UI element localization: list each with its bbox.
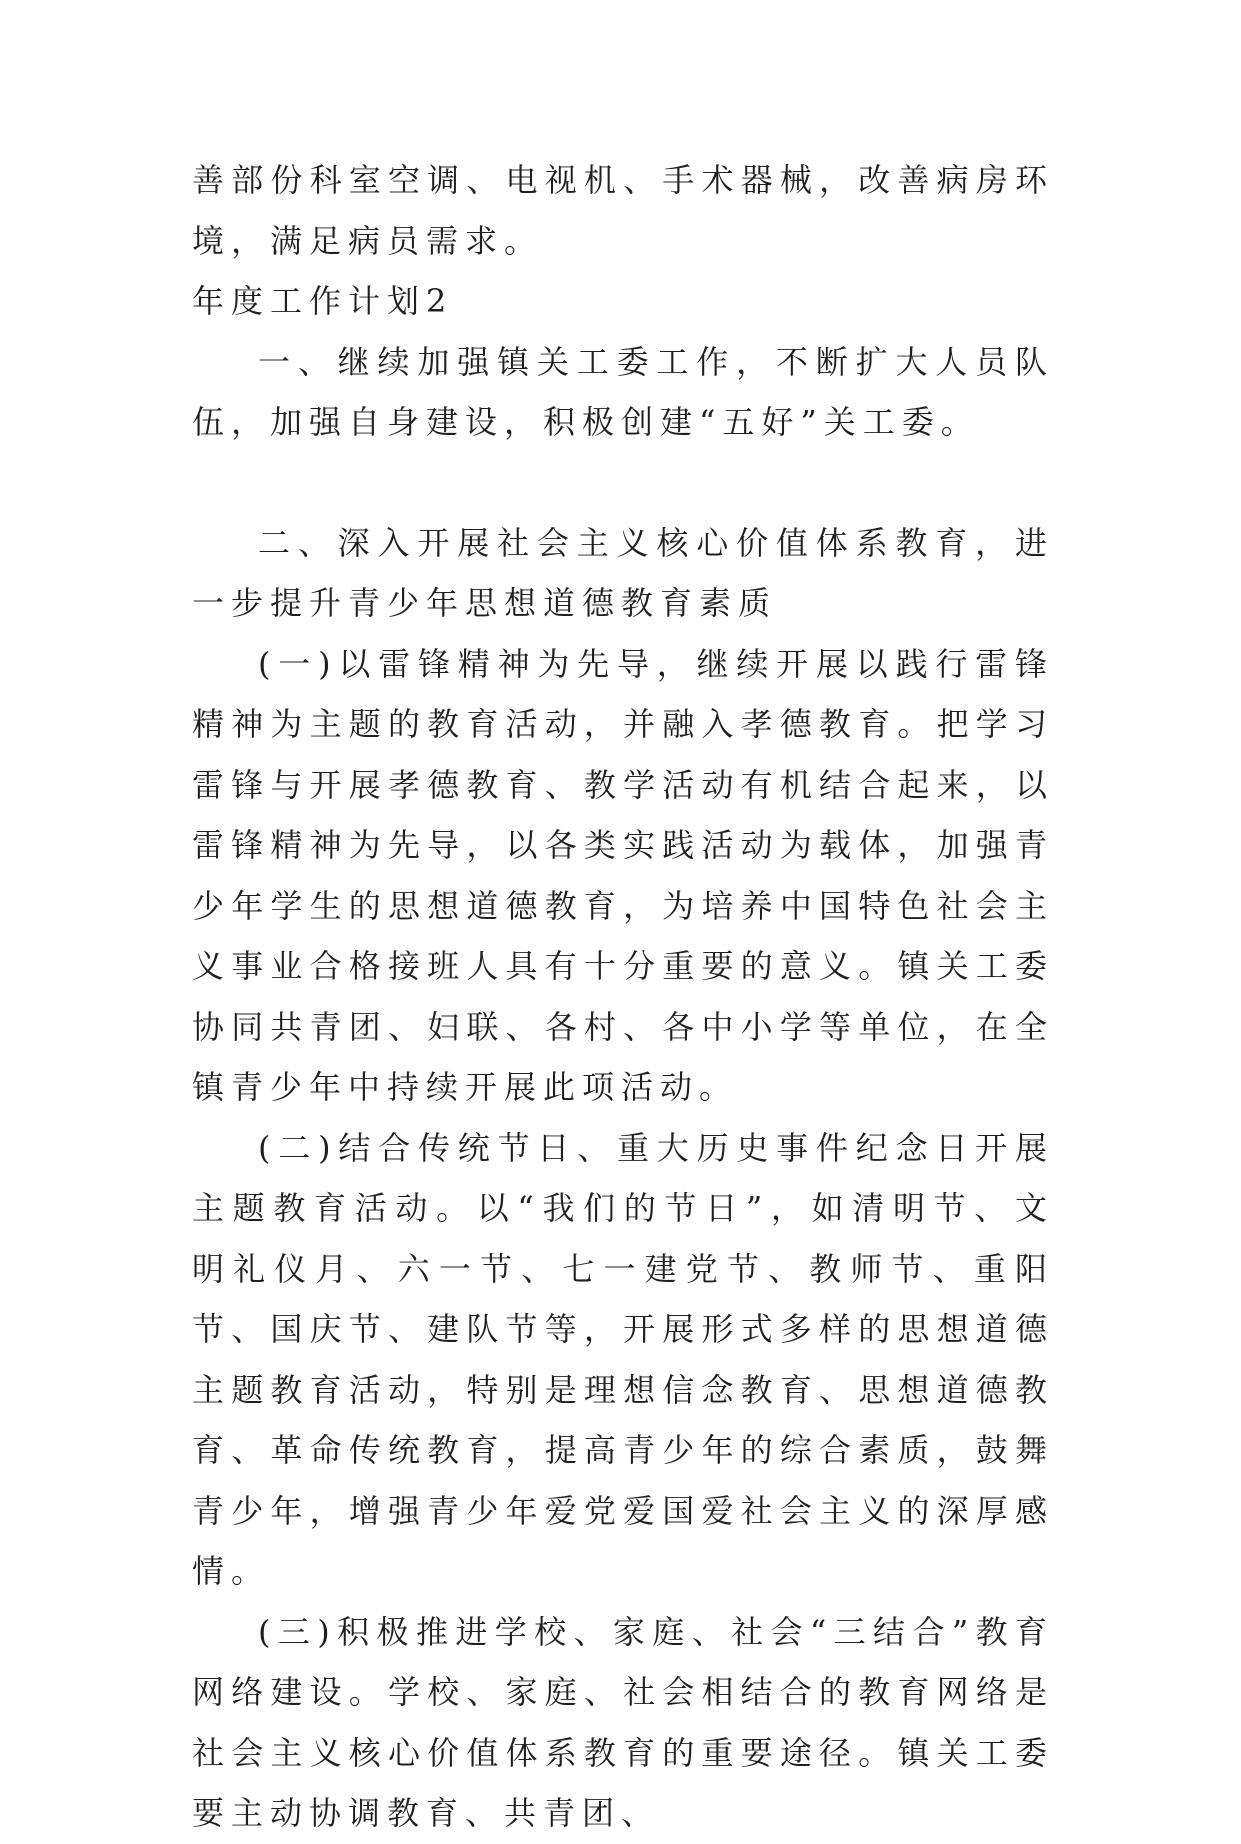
paragraph-subitem-three: (三)积极推进学校、家庭、社会“三结合”教育网络建设。学校、家庭、社会相结合的教育网络是社会主义核心价值体系教育的重要途径。镇关工委要主动协调教育、共青团、 [192,1612,1054,1832]
paragraph-subitem-two: (二)结合传统节日、重大历史事件纪念日开展主题教育活动。以“我们的节日”，如清明节、文明礼仪月、六一节、七一建党节、教师节、重阳节、国庆节、建队节等，开展形式多样的思想道德主题教育活动，特别是理想信念教育、思想道德教育、革命传统教育，提高青少年的综合素质，鼓舞青少年，增强青少年爱党爱国爱社会主义的深厚感情。 [192,1128,1054,1590]
paragraph-item-two: 二、深入开展社会主义核心价值体系教育，进一步提升青少年思想道德教育素质 [192,523,1054,622]
blank-line [192,453,1054,513]
paragraph-item-one: 一、继续加强镇关工委工作，不断扩大人员队伍，加强自身建设，积极创建“五好”关工委。 [192,342,1054,441]
paragraph-continued: 善部份科室空调、电视机、手术器械，改善病房环境，满足病员需求。 [192,161,1054,260]
document-page [192,150,1054,1844]
paragraph-subitem-one: (一)以雷锋精神为先导，继续开展以践行雷锋精神为主题的教育活动，并融入孝德教育。把学习雷锋与开展孝德教育、教学活动有机结合起来，以雷锋精神为先导，以各类实践活动为载体，加强青少年学生的思想道德教育，为培养中国特色社会主义事业合格接班人具有十分重要的意义。镇关工委协同共青团、妇联、各村、各中小学等单位，在全镇青少年中持续开展此项活动。 [192,644,1054,1106]
section-title: 年度工作计划2 [192,282,454,320]
